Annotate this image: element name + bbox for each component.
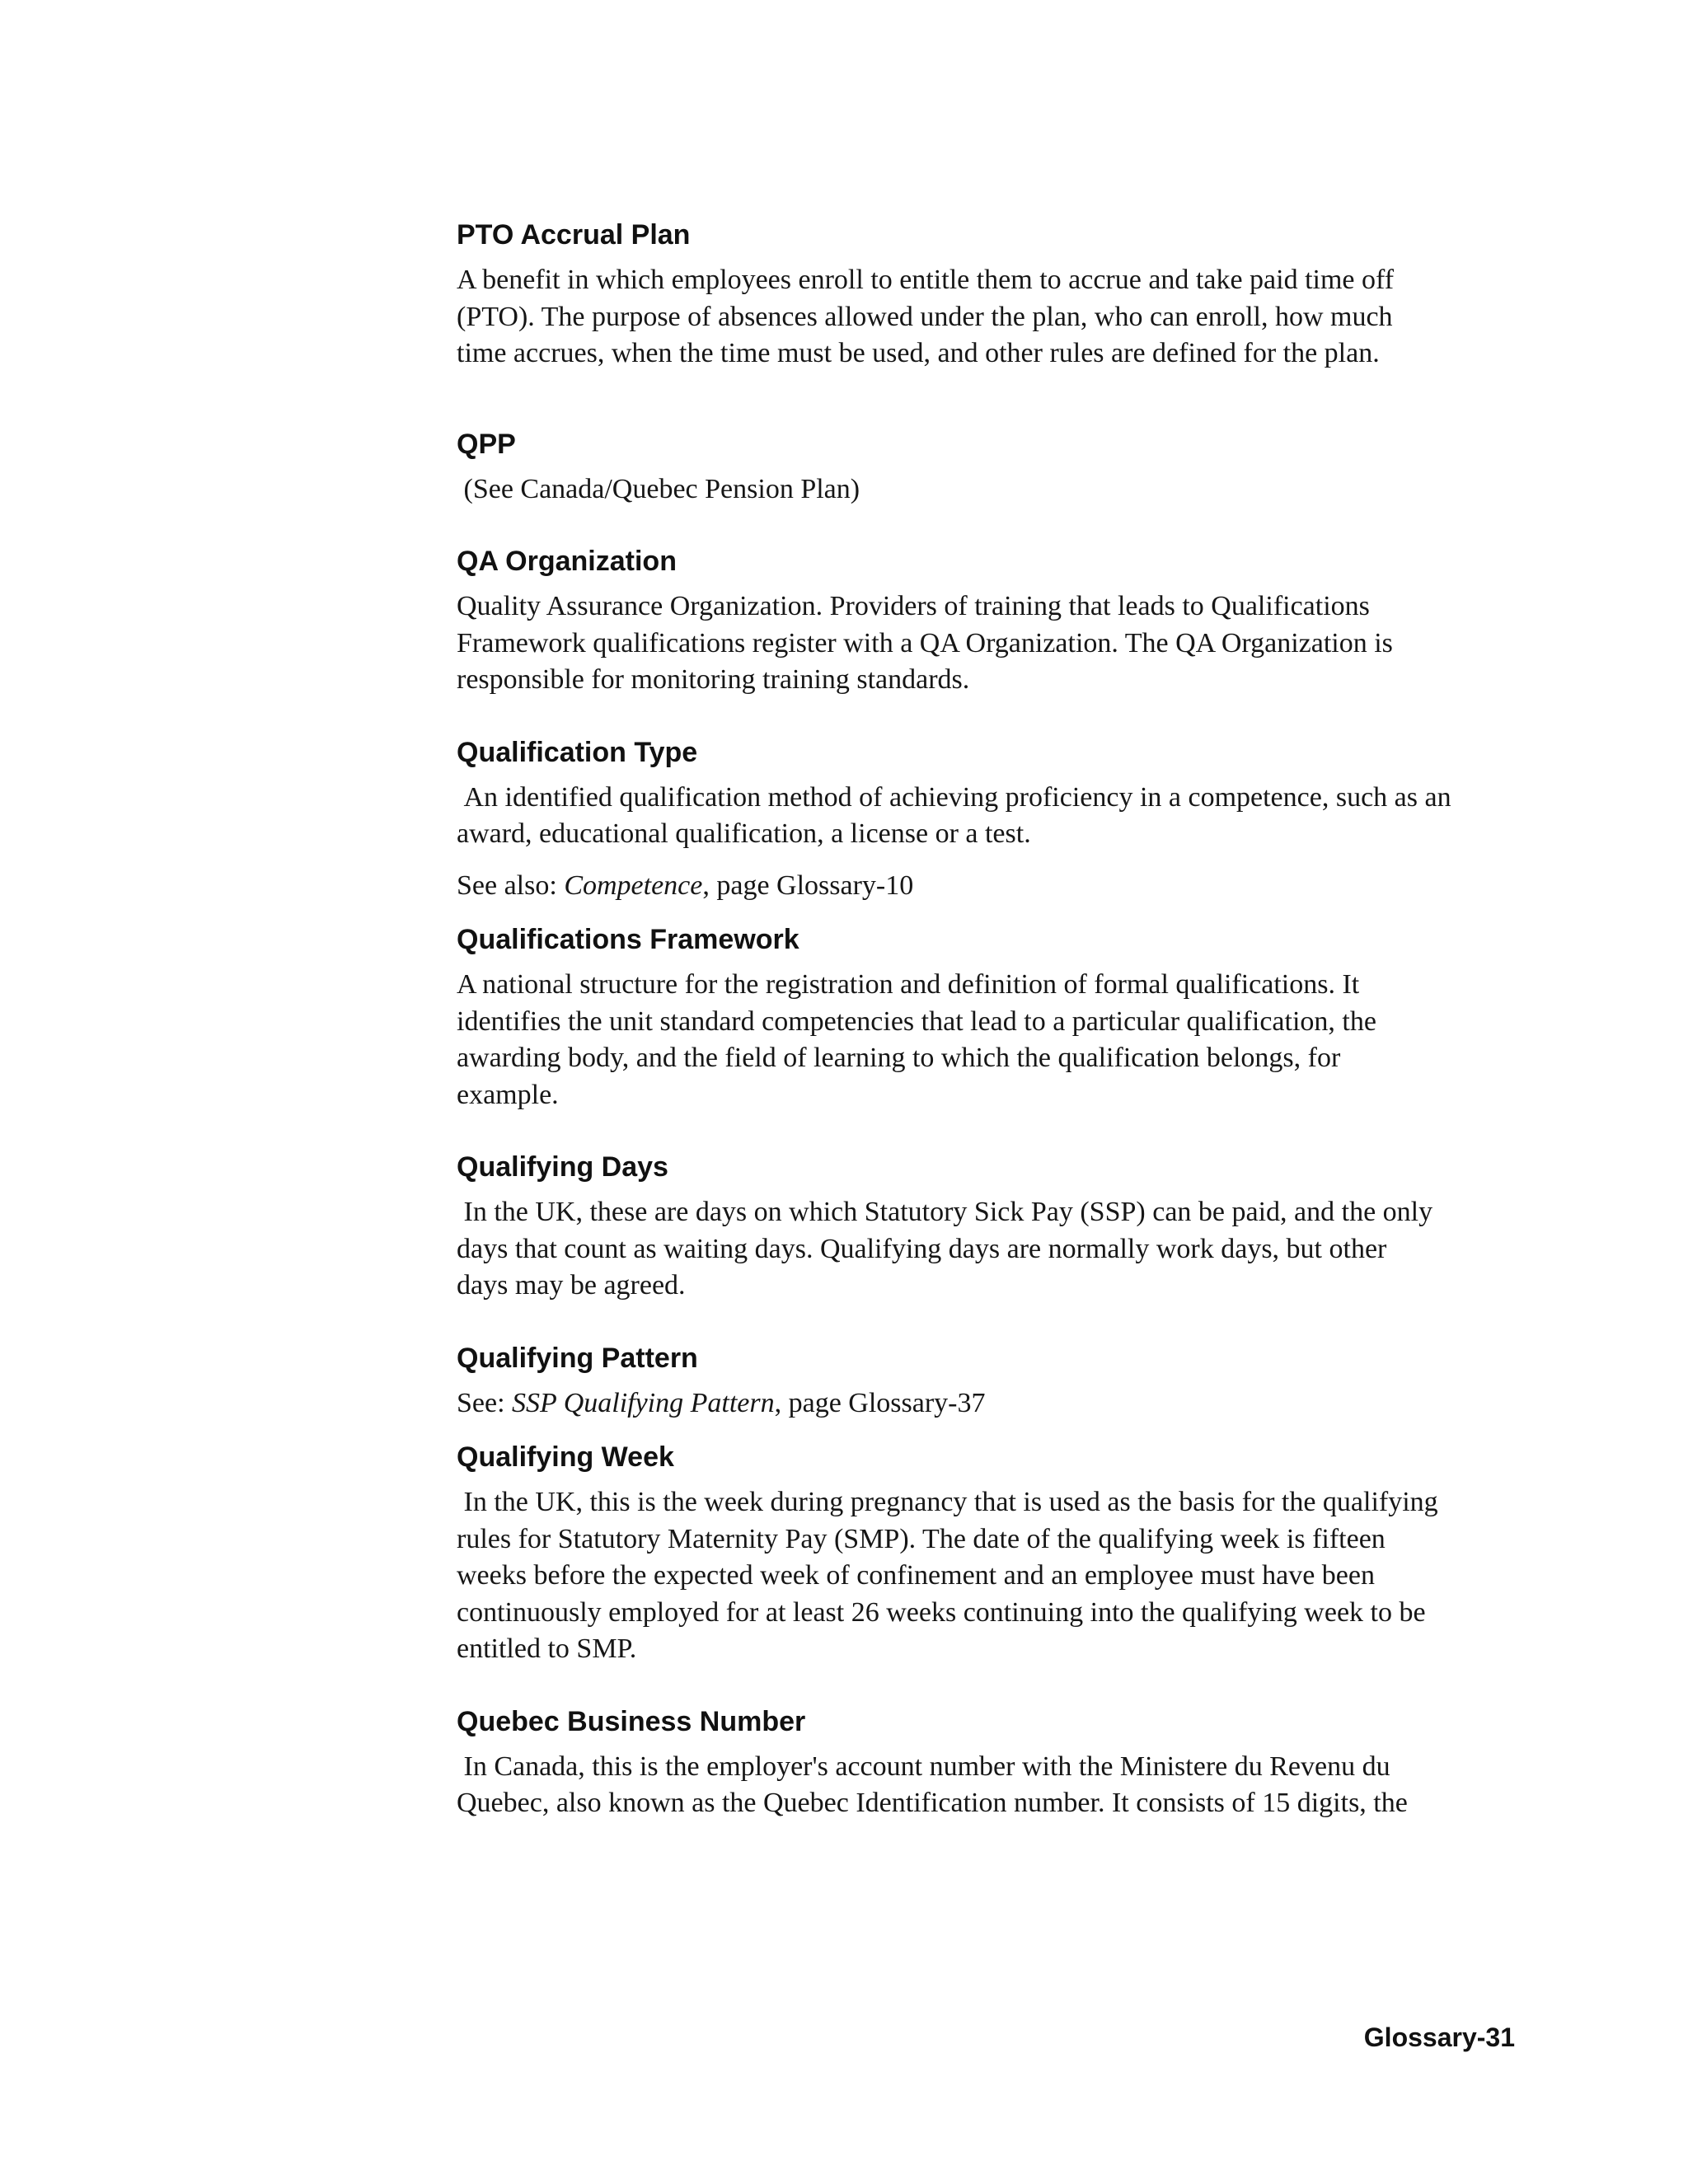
entry-term: Qualifications Framework	[457, 924, 799, 955]
see-prefix: See:	[457, 1387, 513, 1418]
cross-reference-link[interactable]: Competence	[564, 869, 703, 901]
entry-term: Qualification Type	[457, 736, 698, 768]
entry-definition-line: award, educational qualification, a license or a test.	[457, 818, 1031, 849]
glossary-entry-pto-accrual-plan	[457, 216, 1528, 373]
see-also-prefix: See also:	[457, 869, 565, 901]
glossary-entry-qualifying-week	[457, 1438, 1528, 1668]
page-number: Glossary-31	[1363, 2022, 1515, 2052]
entry-definition-line: In the UK, this is the week during pregnancy that is used as the basis for the qualifying	[457, 1487, 1438, 1517]
entry-definition-line: rules for Statutory Maternity Pay (SMP). The date of the qualifying week is fifteen	[457, 1523, 1386, 1554]
entry-definition-line: days may be agreed.	[457, 1270, 686, 1301]
glossary-entry-qualifying-days	[457, 1148, 1528, 1305]
entry-definition-line: (PTO). The purpose of absences allowed under the plan, who can enroll, how much	[457, 301, 1393, 332]
entry-definition-line: In Canada, this is the employer's account number with the Ministere du Revenu du	[457, 1750, 1390, 1782]
entry-definition-line: weeks before the expected week of confinement and an employee must have been	[457, 1560, 1375, 1591]
entry-term: Quebec Business Number	[457, 1705, 806, 1737]
glossary-entry-qualifying-pattern	[457, 1339, 1528, 1422]
entry-definition-line: example.	[457, 1079, 559, 1110]
glossary-entry-qualification-type	[457, 733, 1528, 905]
entry-term: PTO Accrual Plan	[457, 219, 691, 251]
entry-definition-line: time accrues, when the time must be used, and other rules are defined for the plan.	[457, 338, 1380, 368]
entry-term: QA Organization	[457, 546, 677, 577]
glossary-page	[457, 216, 1528, 1822]
cross-reference-link[interactable]: SSP Qualifying Pattern	[512, 1387, 775, 1418]
entry-definition-line: responsible for monitoring training standards.	[457, 664, 970, 695]
entry-term: QPP	[457, 428, 516, 460]
see-also-reference	[457, 868, 1528, 905]
entry-definition-line: identifies the unit standard competencies that lead to a particular qualification, the	[457, 1005, 1376, 1037]
entry-term: Qualifying Week	[457, 1441, 674, 1473]
entry-definition-line: awarding body, and the field of learning to which the qualification belongs, for	[457, 1043, 1341, 1073]
entry-definition-line: (See Canada/Quebec Pension Plan)	[457, 473, 860, 504]
glossary-entry-qpp	[457, 425, 1528, 509]
entry-definition-line: continuously employed for at least 26 weeks continuing into the qualifying week to be	[457, 1596, 1426, 1628]
entry-definition-line: In the UK, these are days on which Statutory Sick Pay (SSP) can be paid, and the only	[457, 1197, 1433, 1227]
see-reference	[457, 1385, 1528, 1422]
see-also-page: , page Glossary-10	[702, 869, 914, 901]
entry-definition-line: entitled to SMP.	[457, 1633, 637, 1664]
glossary-entry-qa-organization	[457, 542, 1528, 699]
see-page: , page Glossary-37	[774, 1387, 986, 1418]
entry-definition-line: Framework qualifications register with a QA Organization. The QA Organization is	[457, 627, 1393, 658]
glossary-entry-quebec-business-number	[457, 1703, 1528, 1822]
glossary-entry-qualifications-framework	[457, 921, 1528, 1113]
entry-definition-line: A benefit in which employees enroll to entitle them to accrue and take paid time off	[457, 265, 1395, 295]
entry-definition-line: Quality Assurance Organization. Providers of training that leads to Qualifications	[457, 591, 1370, 621]
entry-definition-line: An identified qualification method of achieving proficiency in a competence, such as an	[457, 781, 1451, 813]
entry-definition-line: A national structure for the registration and definition of formal qualifications. It	[457, 969, 1360, 1000]
entry-definition-line: Quebec, also known as the Quebec Identification number. It consists of 15 digits, the	[457, 1788, 1408, 1818]
entry-definition-line: days that count as waiting days. Qualifying days are normally work days, but other	[457, 1233, 1387, 1264]
entry-term: Qualifying Days	[457, 1151, 668, 1183]
entry-term: Qualifying Pattern	[457, 1342, 698, 1374]
